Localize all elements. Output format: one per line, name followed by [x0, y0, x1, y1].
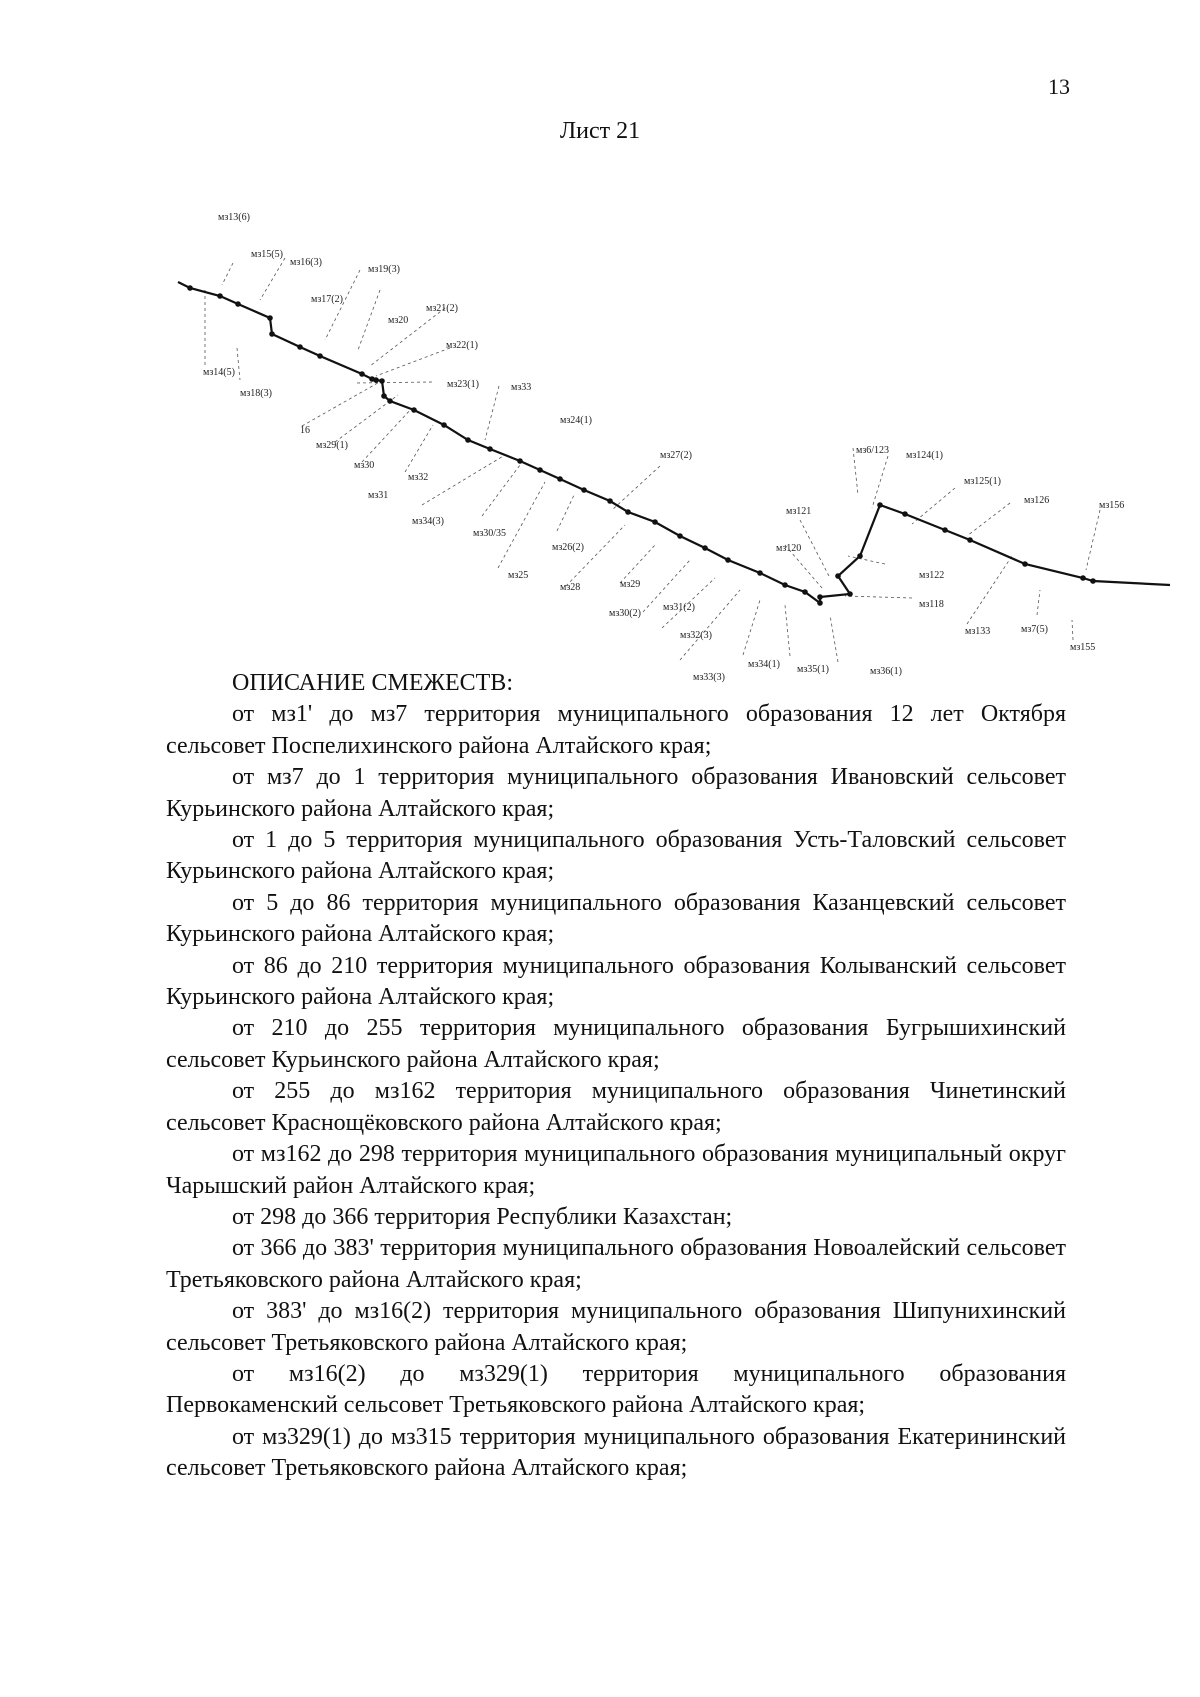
map-label: мз18(3): [240, 388, 272, 399]
adjacency-item: от 210 до 255 территория муниципального образования Бугрышихинский сельсовет Курьинского района Алтайского края;: [166, 1015, 1066, 1073]
sheet-title: Лист 21: [559, 118, 641, 144]
map-label: мз33: [511, 382, 532, 393]
map-label: мз28: [560, 582, 581, 593]
adjacency-item: от мз329(1) до мз315 территория муниципального образования Екатерининский сельсовет Третьяковского района Алтайского края;: [166, 1423, 1066, 1482]
adjacency-description: [166, 668, 1066, 1485]
map-label: мз31: [368, 490, 389, 501]
map-label: мз17(2): [311, 294, 343, 305]
map-label: мз35(1): [797, 664, 829, 675]
section-title: ОПИСАНИЕ СМЕЖЕСТВ:: [232, 670, 513, 696]
adjacency-item: от 1 до 5 территория муниципального образования Усть-Таловский сельсовет Курьинского района Алтайского края;: [166, 827, 1066, 885]
page-number: 13: [1048, 74, 1070, 99]
adjacency-item: от мз7 до 1 территория муниципального образования Ивановский сельсовет Курьинского района Алтайского края;: [166, 764, 1066, 822]
map-label: мз19(3): [368, 264, 400, 275]
map-label: мз26(2): [552, 542, 584, 553]
map-label: мз27(2): [660, 450, 692, 461]
map-label: мз24(1): [560, 415, 592, 426]
map-label: мз121: [786, 506, 812, 517]
map-label: мз133: [965, 626, 991, 637]
map-label: мз33(3): [693, 672, 725, 683]
map-label: мз15(5): [251, 249, 283, 260]
map-label: мз31(2): [663, 602, 695, 613]
map-label: мз29(1): [316, 440, 348, 451]
map-label: мз30(2): [609, 608, 641, 619]
map-label: мз124(1): [906, 450, 943, 461]
adjacency-item: от 255 до мз162 территория муниципального образования Чинетинский сельсовет Краснощёковского района Алтайского края;: [166, 1078, 1066, 1136]
map-label: мз156: [1099, 500, 1125, 511]
adjacency-item: от мз162 до 298 территория муниципального образования муниципальный округ Чарышский район Алтайского края;: [166, 1141, 1066, 1199]
map-label: мз32: [408, 472, 429, 483]
adjacency-item: от 383' до мз16(2) территория муниципального образования Шипунихинский сельсовет Третьяковского района Алтайского края;: [166, 1298, 1066, 1356]
map-label: мз13(6): [218, 212, 250, 223]
map-label: мз126: [1024, 495, 1050, 506]
adjacency-item: от мз16(2) до мз329(1) территория муниципального образования Первокаменский сельсовет Третьяковского района Алтайского края;: [166, 1360, 1066, 1419]
boundary-map: [0, 180, 1200, 700]
map-label: мз21(2): [426, 303, 458, 314]
map-label: мз20: [388, 315, 409, 326]
map-label: мз32(3): [680, 630, 712, 641]
map-label: мз14(5): [203, 367, 235, 378]
map-label: мз122: [919, 570, 945, 581]
map-label: мз36(1): [870, 666, 902, 677]
map-label: мз125(1): [964, 476, 1001, 487]
map-label: мз34(3): [412, 516, 444, 527]
map-label: мз25: [508, 570, 529, 581]
adjacency-item: от мз1' до мз7 территория муниципального образования 12 лет Октября сельсовет Поспелихинского района Алтайского края;: [166, 701, 1066, 759]
map-label: мз118: [919, 599, 944, 610]
map-labels: [203, 212, 1124, 683]
map-label: мз6/123: [856, 445, 890, 456]
leader-lines: [205, 258, 1100, 662]
map-label: мз23(1): [447, 379, 479, 390]
map-label: мз155: [1070, 642, 1096, 653]
map-label: мз34(1): [748, 659, 780, 670]
map-label: мз29: [620, 579, 641, 590]
map-label: мз16(3): [290, 257, 322, 268]
adjacency-item: от 298 до 366 территория Республики Казахстан;: [232, 1203, 733, 1230]
adjacency-item: от 366 до 383' территория муниципального образования Новоалейский сельсовет Третьяковского района Алтайского края;: [166, 1235, 1066, 1293]
map-label: 16: [300, 425, 310, 436]
map-label: мз120: [776, 543, 802, 554]
adjacency-item: от 5 до 86 территория муниципального образования Казанцевский сельсовет Курьинского района Алтайского края;: [166, 889, 1066, 948]
map-label: мз30: [354, 460, 375, 471]
map-label: мз30/35: [473, 528, 507, 539]
map-label: мз22(1): [446, 340, 478, 351]
adjacency-item: от 86 до 210 территория муниципального образования Колыванский сельсовет Курьинского района Алтайского края;: [166, 952, 1066, 1011]
map-label: мз7(5): [1021, 624, 1048, 635]
